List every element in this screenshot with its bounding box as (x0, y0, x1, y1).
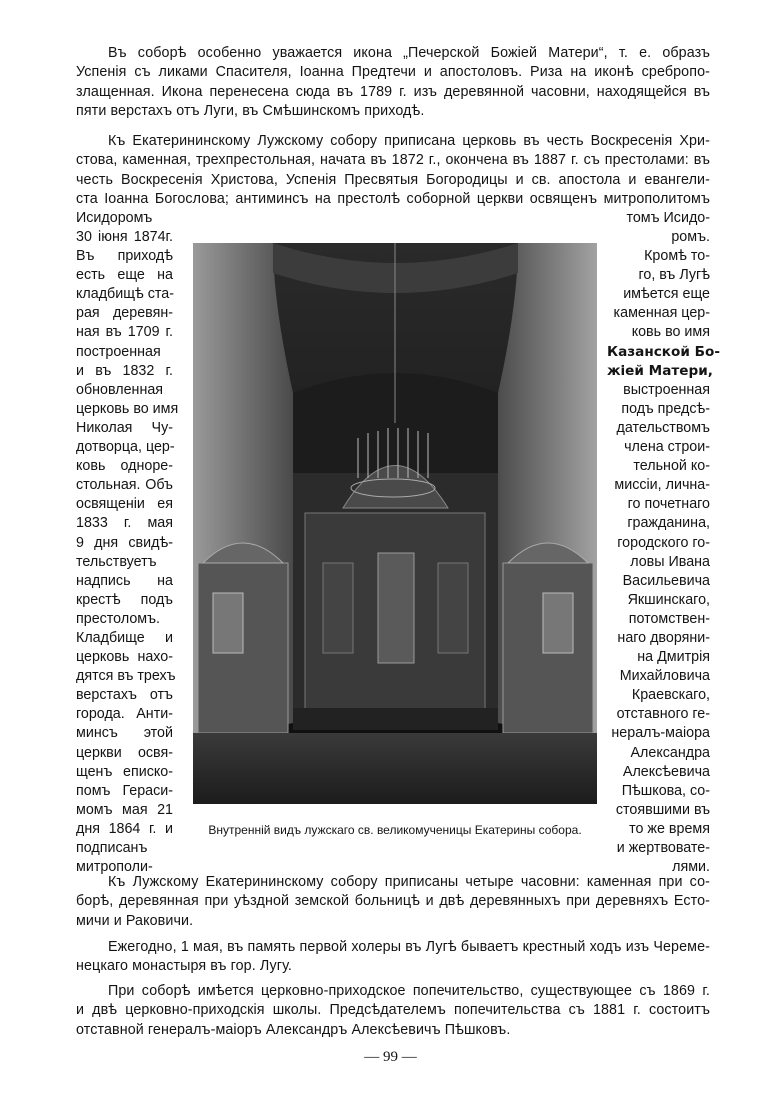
column-line: ная въ 1709 г. (76, 324, 173, 341)
column-line: помъ Гераси- (76, 782, 173, 799)
column-line: ковь одноре- (76, 458, 173, 475)
column-line: стольная. Объ (76, 477, 173, 494)
paragraph-parish-council (76, 982, 710, 1040)
paragraph-icon-pecherskaya (76, 44, 710, 121)
column-line: города. Анти- (76, 706, 173, 723)
column-line: момъ мая 21 (76, 801, 173, 818)
column-line: освященіи ея (76, 496, 173, 513)
text-line: и двѣ церковно-приходскія школы. Предсѣдателемъ попечительства съ 1881 г. состоитъ (76, 1002, 710, 1019)
column-line: ромъ. (671, 229, 710, 245)
text-line: пяти верстахъ отъ Луги, въ Смѣшинскомъ приходѣ. (76, 102, 425, 119)
column-line: ловы Ивана (630, 553, 710, 570)
column-line: Михайловича (619, 668, 710, 685)
text-line: злащенная. Икона перенесена сюда въ 1789 г. изъ деревянной часовни, находящейся въ (76, 83, 710, 100)
column-line: церковь во имя (76, 400, 179, 417)
column-line: имѣется еще (623, 286, 710, 303)
column-line: минсъ этой (76, 725, 173, 742)
text-line: Къ Лужскому Екатерининскому собору приписаны четыре часовни: каменная при со- (108, 874, 710, 890)
left-text-column (76, 228, 179, 877)
column-line: нералъ-маіора (611, 725, 710, 742)
column-line: стоявшими въ (615, 801, 710, 818)
column-line: надпись на (76, 572, 173, 589)
column-line: кладбищѣ ста- (76, 286, 174, 303)
column-line: гражданина, (627, 515, 710, 532)
text-line: Исидоромъ (76, 210, 153, 226)
column-line: каменная цер- (613, 305, 710, 322)
text-line: Ежегодно, 1 мая, въ память первой холеры въ Лугѣ бываетъ крестный ходъ изъ Череме- (108, 939, 710, 955)
text-line: мичи и Раковичи. (76, 912, 194, 929)
column-line: верстахъ отъ (76, 687, 173, 704)
column-line: щенъ еписко- (76, 763, 173, 780)
column-line: и въ 1832 г. (76, 362, 173, 379)
column-line: Въ приходѣ (76, 248, 173, 265)
column-line: городского го- (617, 534, 710, 551)
paragraph-resurrection-church (76, 132, 710, 209)
column-line: отставного ге- (616, 706, 710, 723)
paragraph-procession (76, 938, 710, 977)
column-line: Кромѣ то- (644, 248, 710, 265)
column-line: дня 1864 г. и (76, 820, 173, 837)
column-line: подъ предсѣ- (621, 400, 710, 417)
column-line: тельствуетъ (76, 553, 157, 570)
column-line: жіей Матери, (607, 362, 713, 379)
column-line: го почетнаго (627, 496, 710, 513)
column-line: Краевскаго, (631, 687, 710, 704)
text-line: борѣ, деревянная при уѣздной земской больницѣ и двѣ деревянныхъ при деревняхъ Есто- (76, 893, 710, 910)
right-text-column (607, 228, 720, 877)
column-line: миссіи, лична- (614, 477, 710, 494)
column-line: Якшинскаго, (627, 591, 710, 608)
column-line: Кладбище и (76, 629, 173, 646)
column-line: 9 дня свидѣ- (76, 534, 173, 551)
text-line: нецкаго монастыря въ гор. Лугу. (76, 958, 292, 975)
page-number: — 99 — (364, 1049, 417, 1065)
column-line: Васильевича (622, 572, 710, 589)
column-line: лями. (672, 859, 710, 876)
column-line: построенная (76, 343, 161, 360)
column-line: Александра (630, 744, 710, 761)
column-line: го, въ Лугѣ (638, 267, 710, 284)
paragraph-chapels (76, 873, 710, 931)
column-line: дотворца, цер- (76, 439, 175, 456)
column-line: тельной ко- (633, 458, 710, 475)
text-line: При соборѣ имѣется церковно-приходское попечительство, существующее съ 1869 г. (108, 983, 710, 999)
column-line: Николая Чу- (76, 419, 173, 436)
column-line: подписанъ (76, 840, 148, 856)
column-line: обновленная (76, 381, 164, 398)
photo-image (193, 243, 597, 804)
column-line: рая деревян- (76, 305, 173, 322)
text-line: томъ Исидо- (626, 210, 710, 226)
column-line: есть еще на (76, 267, 173, 284)
column-line: и жертвовате- (616, 840, 710, 856)
column-line: Казанской Бо- (607, 343, 720, 360)
column-line: дятся въ трехъ (76, 668, 176, 685)
column-line: выстроенная (623, 381, 710, 398)
left-text-column (76, 209, 176, 228)
column-line: Пѣшкова, со- (621, 782, 710, 799)
text-line: ста Іоанна Богослова; антиминсъ на престолѣ соборной церкви освященъ митрополитомъ (76, 190, 710, 207)
column-line: церковь нахо- (76, 649, 173, 666)
column-line: престоломъ. (76, 610, 161, 627)
column-line: митрополи- (76, 859, 153, 876)
column-line: члена строи- (624, 439, 710, 456)
column-line: 1833 г. мая (76, 515, 173, 532)
text-line: Къ Екатерининскому Лужскому собору приписана церковь въ честь Воскресенія Хри- (108, 133, 710, 149)
column-line: дательствомъ (616, 419, 710, 436)
text-line: отставной генералъ-маіоръ Александръ Алексѣевичъ Пѣшковъ. (76, 1021, 511, 1038)
right-text-column-top (610, 209, 710, 228)
text-line: Успенія съ ликами Спасителя, Іоанна Предтечи и апостоловъ. Риза на иконѣ сребропо- (76, 64, 710, 81)
church-interior-photo (193, 243, 597, 804)
column-line: крестѣ подъ (76, 591, 173, 608)
column-line: церкви освя- (76, 744, 173, 761)
column-line: потомствен- (628, 610, 710, 627)
text-line: стова, каменная, трехпрестольная, начата въ 1872 г., окончена въ 1887 г. съ престолами: въ (76, 152, 710, 169)
text-line: Въ соборѣ особенно уважается икона „Печерской Божіей Матери“, т. е. образъ (108, 45, 710, 61)
column-line: то же время (629, 820, 710, 837)
column-line: ковь во имя (631, 324, 710, 341)
photo-caption: Внутренній видъ лужскаго св. великомученицы Екатерины собора. (208, 823, 582, 837)
column-line: 30 іюня 1874г. (76, 229, 173, 245)
text-line: честь Воскресенія Христова, Успенія Пресвятыя Богородицы и св. апостола и евангели- (76, 171, 710, 188)
column-line: на Дмитрія (637, 649, 710, 666)
column-line: наго дворяни- (617, 629, 710, 646)
column-line: Алексѣевича (622, 763, 710, 780)
